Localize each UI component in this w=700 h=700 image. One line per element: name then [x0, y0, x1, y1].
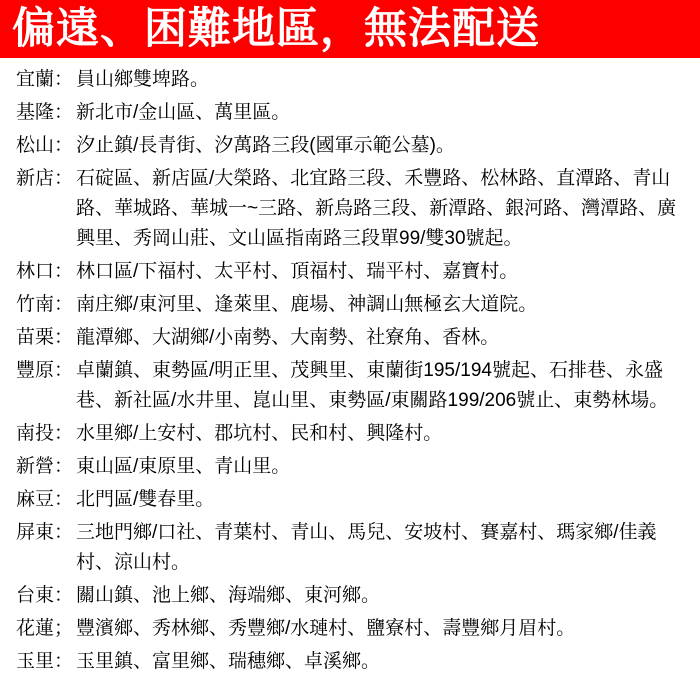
- region-row-xindian: [16, 164, 692, 254]
- header-banner: [0, 0, 700, 58]
- region-content: 豐濱鄉、秀林鄉、秀豐鄉/水璉村、鹽寮村、壽豐鄉月眉村。: [76, 618, 576, 639]
- region-content: 汐止鎮/長青街、汐萬路三段(國軍示範公墓)。: [76, 135, 455, 156]
- region-name: 林口: [16, 261, 55, 282]
- region-row-songshan: [16, 131, 692, 161]
- region-content: 水里鄉/上安村、郡坑村、民和村、興隆村。: [76, 423, 443, 444]
- region-name: 竹南: [16, 294, 55, 315]
- region-row-pingtung: [16, 518, 692, 578]
- region-row-zhunan: [16, 290, 692, 320]
- region-row-taitung: [16, 581, 692, 611]
- region-row-madou: [16, 485, 692, 515]
- region-label: [16, 131, 76, 161]
- region-content: 關山鎮、池上鄉、海端鄉、東河鄉。: [76, 585, 381, 606]
- region-separator: ；: [54, 618, 74, 639]
- region-list: [0, 58, 700, 677]
- region-separator: ：: [54, 102, 74, 123]
- region-name: 南投: [16, 423, 55, 444]
- region-label: [16, 356, 76, 386]
- region-content: 林口區/下福村、太平村、頂福村、瑞平村、嘉寶村。: [76, 261, 519, 282]
- region-content: 三地門鄉/口社、青葉村、青山、馬兒、安坡村、賽嘉村、瑪家鄉/佳義村、涼山村。: [76, 522, 657, 573]
- region-label: [16, 581, 76, 611]
- region-separator: ：: [54, 522, 74, 543]
- region-row-hualien: [16, 614, 692, 644]
- region-label: [16, 452, 76, 482]
- region-separator: ：: [54, 423, 74, 444]
- region-content: 玉里鎮、富里鄉、瑞穗鄉、卓溪鄉。: [76, 651, 381, 672]
- region-name: 台東: [16, 585, 55, 606]
- region-name: 玉里: [16, 651, 55, 672]
- region-label: [16, 485, 76, 515]
- region-row-yuli: [16, 647, 692, 677]
- region-separator: ：: [54, 261, 74, 282]
- region-label: [16, 98, 76, 128]
- region-row-fengyuan: [16, 356, 692, 416]
- region-label: [16, 65, 76, 95]
- region-content: 新北市/金山區、萬里區。: [76, 102, 291, 123]
- region-separator: ：: [54, 135, 74, 156]
- region-content: 員山鄉雙埤路。: [76, 69, 210, 90]
- region-separator: ：: [54, 651, 74, 672]
- region-name: 新店: [16, 168, 55, 189]
- region-content: 龍潭鄉、大湖鄉/小南勢、大南勢、社寮角、香林。: [76, 327, 500, 348]
- region-content: 南庄鄉/東河里、逢萊里、鹿場、神調山無極玄大道院。: [76, 294, 538, 315]
- region-label: [16, 518, 76, 548]
- region-content: 北門區/雙春里。: [76, 489, 215, 510]
- region-label: [16, 257, 76, 287]
- region-row-miaoli: [16, 323, 692, 353]
- region-separator: ：: [54, 489, 74, 510]
- region-name: 基隆: [16, 102, 55, 123]
- region-row-yilan: [16, 65, 692, 95]
- region-name: 豐原: [16, 360, 55, 381]
- region-separator: ：: [54, 294, 74, 315]
- page-title: 偏遠、困難地區，無法配送: [12, 5, 540, 53]
- region-row-linkou: [16, 257, 692, 287]
- region-label: [16, 164, 76, 194]
- region-name: 苗栗: [16, 327, 55, 348]
- region-separator: ：: [54, 360, 74, 381]
- region-row-keelung: [16, 98, 692, 128]
- region-separator: ：: [54, 456, 74, 477]
- region-content: 東山區/東原里、青山里。: [76, 456, 291, 477]
- region-name: 松山: [16, 135, 55, 156]
- region-separator: ：: [54, 69, 74, 90]
- region-label: [16, 419, 76, 449]
- region-separator: ：: [54, 585, 74, 606]
- region-name: 麻豆: [16, 489, 55, 510]
- region-label: [16, 323, 76, 353]
- region-separator: ：: [54, 168, 74, 189]
- region-row-xinying: [16, 452, 692, 482]
- region-label: [16, 290, 76, 320]
- region-label: [16, 647, 76, 677]
- region-name: 花蓮: [16, 618, 55, 639]
- region-content: 卓蘭鎮、東勢區/明正里、茂興里、東蘭街195/194號起、石排巷、永盛巷、新社區/水井里、崑山里、東勢區/東關路199/206號止、東勢林場。: [76, 360, 669, 411]
- region-name: 屏東: [16, 522, 55, 543]
- region-label: [16, 614, 76, 644]
- region-separator: ：: [54, 327, 74, 348]
- region-name: 宜蘭: [16, 69, 55, 90]
- region-row-nantou: [16, 419, 692, 449]
- region-name: 新營: [16, 456, 55, 477]
- region-content: 石碇區、新店區/大榮路、北宜路三段、禾豐路、松林路、直潭路、青山路、華城路、華城一~三路、新烏路三段、新潭路、銀河路、灣潭路、廣興里、秀岡山莊、文山區指南路三段單99/雙30號起。: [76, 168, 677, 249]
